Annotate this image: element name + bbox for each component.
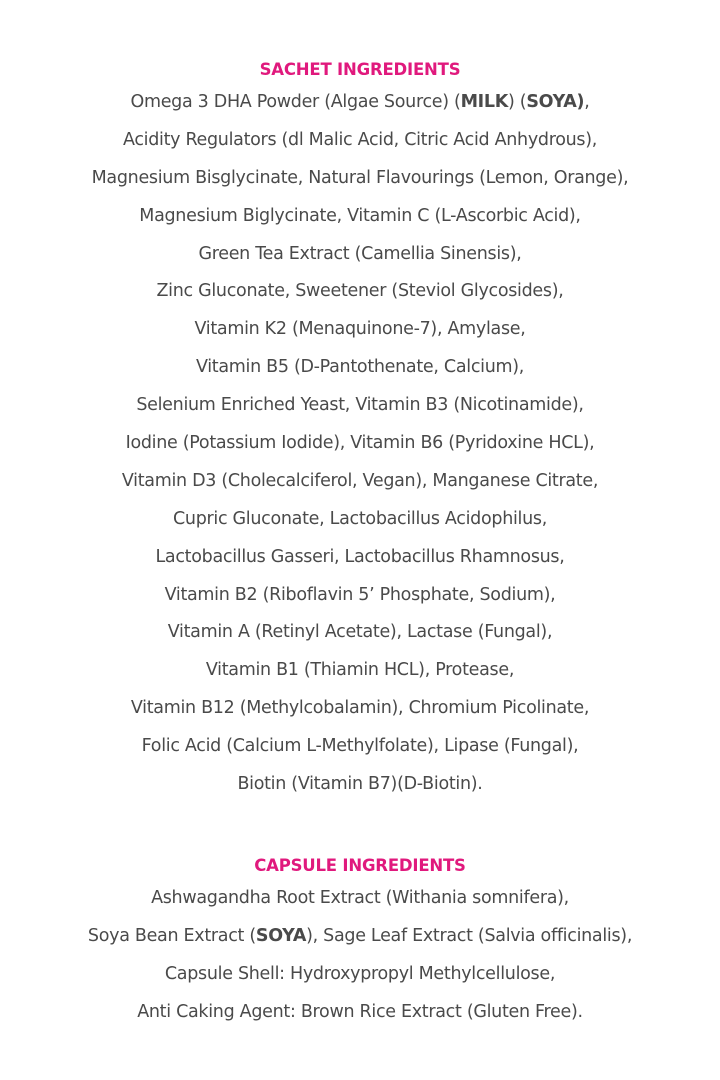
ingredient-text: Green Tea Extract (Camellia Sinensis), <box>198 243 522 264</box>
ingredient-line <box>0 311 720 349</box>
ingredient-text: Anti Caking Agent: Brown Rice Extract (Gluten Free). <box>137 1001 583 1022</box>
ingredient-text: Vitamin B5 (D-Pantothenate, Calcium), <box>195 357 525 378</box>
ingredient-text: Biotin (Vitamin B7)(D-Biotin). <box>237 774 483 795</box>
ingredient-line <box>0 236 720 274</box>
ingredient-text: Iodine (Potassium Iodide), Vitamin B6 (Pyridoxine HCL), <box>125 433 595 454</box>
ingredient-line <box>0 122 720 160</box>
ingredient-text: Ashwagandha Root Extract (Withania somnifera), <box>151 888 569 908</box>
ingredient-text: Vitamin D3 (Cholecalciferol, Vegan), Manganese Citrate, <box>121 470 599 491</box>
ingredient-text: Magnesium Bisglycinate, Natural Flavourings (Lemon, Orange), <box>91 167 629 188</box>
sachet-ingredients-heading: SACHET INGREDIENTS <box>259 60 461 79</box>
ingredient-text: Vitamin B12 (Methylcobalamin), Chromium Picolinate, <box>130 698 590 719</box>
ingredient-line <box>0 349 720 387</box>
ingredient-text: Lactobacillus Gasseri, Lactobacillus Rhamnosus, <box>155 546 565 567</box>
ingredient-line <box>0 463 720 501</box>
ingredient-line <box>0 956 720 994</box>
ingredient-text: Vitamin A (Retinyl Acetate), Lactase (Fungal), <box>167 622 553 643</box>
ingredient-line <box>0 198 720 236</box>
ingredient-text: , <box>584 92 590 112</box>
ingredient-text: ) ( <box>508 92 527 112</box>
ingredient-line <box>0 918 720 956</box>
ingredient-text: Soya Bean Extract ( <box>87 925 256 946</box>
ingredient-text: ), Sage Leaf Extract (Salvia officinalis), <box>306 925 633 946</box>
ingredient-text: Capsule Shell: Hydroxypropyl Methylcellulose, <box>164 963 556 984</box>
ingredient-line <box>0 84 720 122</box>
ingredient-line <box>0 387 720 425</box>
ingredient-text: Magnesium Biglycinate, Vitamin C (L-Ascorbic Acid), <box>139 205 581 226</box>
capsule-ingredients-list <box>0 880 720 1032</box>
ingredient-line <box>0 690 720 728</box>
ingredient-text: Vitamin K2 (Menaquinone-7), Amylase, <box>194 319 526 340</box>
ingredient-text: Cupric Gluconate, Lactobacillus Acidophilus, <box>172 508 547 529</box>
capsule-ingredients-section <box>0 852 720 1032</box>
ingredient-text: Zinc Gluconate, Sweetener (Steviol Glycosides), <box>156 281 564 302</box>
ingredient-text: Vitamin B2 (Riboflavin 5’ Phosphate, Sodium), <box>164 584 556 605</box>
ingredient-text: Folic Acid (Calcium L-Methylfolate), Lipase (Fungal), <box>141 736 579 757</box>
ingredient-line <box>0 577 720 615</box>
ingredient-line <box>0 728 720 766</box>
sachet-ingredients-list <box>0 84 720 804</box>
sachet-ingredients-section <box>0 56 720 804</box>
ingredient-line <box>0 766 720 804</box>
allergen-text: SOYA <box>255 925 307 946</box>
ingredient-line <box>0 160 720 198</box>
capsule-ingredients-heading: CAPSULE INGREDIENTS <box>254 856 466 875</box>
ingredient-text: Omega 3 DHA Powder (Algae Source) ( <box>130 92 461 112</box>
ingredient-line <box>0 652 720 690</box>
allergen-text: MILK <box>460 92 509 112</box>
ingredient-text: Acidity Regulators (dl Malic Acid, Citric Acid Anhydrous), <box>122 129 598 150</box>
ingredient-text: Selenium Enriched Yeast, Vitamin B3 (Nicotinamide), <box>136 395 584 416</box>
ingredient-line <box>0 614 720 652</box>
ingredient-line <box>0 501 720 539</box>
ingredient-line <box>0 425 720 463</box>
ingredient-line <box>0 994 720 1032</box>
ingredient-line <box>0 539 720 577</box>
ingredient-text: Vitamin B1 (Thiamin HCL), Protease, <box>205 660 515 681</box>
ingredient-line <box>0 273 720 311</box>
ingredient-line <box>0 880 720 918</box>
allergen-text: SOYA) <box>526 92 585 112</box>
